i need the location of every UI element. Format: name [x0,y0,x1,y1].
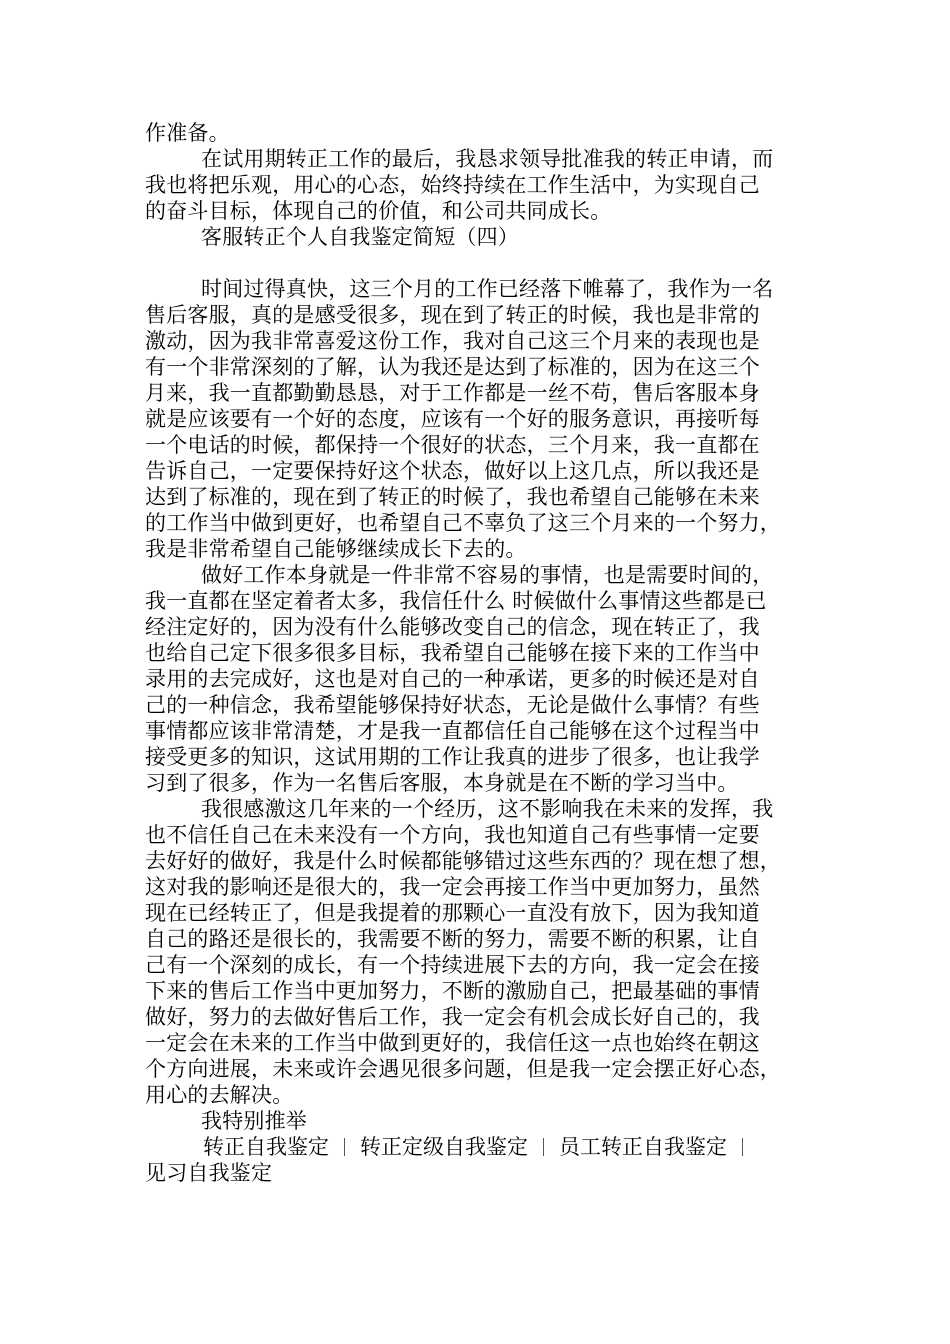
paragraph-line: 也给自己定下很多很多目标，我希望自己能够在接下来的工作当中 [145,641,760,665]
paragraph-line: 告诉自己，一定要保持好这个状态，做好以上这几点，所以我还是 [145,459,760,483]
paragraph-line: 接受更多的知识，这试用期的工作让我真的进步了很多，也让我学 [145,745,760,769]
paragraph-line: 现在已经转正了，但是我提着的那颗心一直没有放下，因为我知道 [145,901,760,925]
paragraph-line: 己的一种信念，我希望能够保持好状态，无论是做什么事情？有些 [145,693,760,717]
paragraph-line: 一个电话的时候，都保持一个很好的状态，三个月来，我一直都在 [145,433,760,457]
link-separator [344,1138,345,1156]
related-links [145,1134,807,1160]
paragraph-line: 我很感激这几年来的一个经历，这不影响我在未来的发挥，我 [201,797,774,821]
link-separator [742,1138,743,1156]
link-zhuanzheng-dingji-self-evaluation[interactable]: 转正定级自我鉴定 [360,1135,528,1159]
paragraph-line: 经注定好的，因为没有什么能够改变自己的信念，现在转正了，我 [145,615,760,639]
paragraph-line: 的奋斗目标，体现自己的价值，和公司共同成长。 [145,199,612,223]
paragraph-line: 做好，努力的去做好售后工作，我一定会有机会成长好自己的，我 [145,1005,760,1029]
paragraph-line: 有一个非常深刻的了解，认为我还是达到了标准的，因为在这三个 [145,355,760,379]
paragraph-line: 用心的去解决。 [145,1083,294,1107]
paragraph-line: 录用的去完成好，这也是对自己的一种承诺，更多的时候还是对自 [145,667,760,691]
blank-line [145,250,807,276]
paragraph-line: 激动，因为我非常喜爱这份工作，我对自己这三个月来的表现也是 [145,329,760,353]
link-separator [543,1138,544,1156]
paragraph-line: 售后客服，真的是感受很多，现在到了转正的时候，我也是非常的 [145,303,760,327]
paragraph-line: 事情都应该非常清楚，才是我一直都信任自己能够在这个过程当中 [145,719,760,743]
paragraph-line: 作准备。 [145,121,230,145]
paragraph-line: 做好工作本身就是一件非常不容易的事情，也是需要时间的， [201,563,774,587]
paragraph-line: 在试用期转正工作的最后，我恳求领导批准我的转正申请，而 [201,147,774,171]
paragraph-line: 的工作当中做到更好，也希望自己不辜负了这三个月来的一个努力， [145,511,781,535]
paragraph-line: 这对我的影响还是很大的，我一定会再接工作当中更加努力，虽然 [145,875,760,899]
paragraph-line: 习到了很多，作为一名售后客服，本身就是在不断的学习当中。 [145,771,739,795]
paragraph-line: 去好好的做好，我是什么时候都能够错过这些东西的？现在想了想， [145,849,781,873]
link-employee-zhuanzheng-self-evaluation[interactable]: 员工转正自我鉴定 [559,1135,727,1159]
recommend-label: 我特别推举 [201,1109,307,1133]
paragraph-line: 我一直都在坚定着者太多，我信任什么 时候做什么事情这些都是已 [145,589,767,613]
paragraph-line: 下来的售后工作当中更加努力，不断的激励自己，把最基础的事情 [145,979,760,1003]
link-zhuanzheng-self-evaluation[interactable]: 转正自我鉴定 [203,1135,329,1159]
paragraph-line: 也不信任自己在未来没有一个方向，我也知道自己有些事情一定要 [145,823,760,847]
paragraph-line: 就是应该要有一个好的态度，应该有一个好的服务意识，再接听每 [145,407,760,431]
paragraph-line: 月来，我一直都勤勤恳恳，对于工作都是一丝不苟，售后客服本身 [145,381,760,405]
document-body [145,120,807,1186]
paragraph-line: 己有一个深刻的成长，有一个持续进展下去的方向，我一定会在接 [145,953,760,977]
paragraph-line: 我也将把乐观，用心的心态，始终持续在工作生活中，为实现自己 [145,173,760,197]
paragraph-line: 个方向进展，未来或许会遇见很多问题，但是我一定会摆正好心态， [145,1057,781,1081]
paragraph-line: 我是非常希望自己能够继续成长下去的。 [145,537,527,561]
paragraph-line: 达到了标准的，现在到了转正的时候了，我也希望自己能够在未来 [145,485,760,509]
link-internship-self-evaluation[interactable]: 见习自我鉴定 [145,1161,273,1185]
paragraph-line: 一定会在未来的工作当中做到更好的，我信任这一点也始终在朝这 [145,1031,760,1055]
section-heading: 客服转正个人自我鉴定简短（四） [201,225,519,249]
paragraph-line: 自己的路还是很长的，我需要不断的努力，需要不断的积累，让自 [145,927,760,951]
paragraph-line: 时间过得真快，这三个月的工作已经落下帷幕了，我作为一名 [201,277,774,301]
